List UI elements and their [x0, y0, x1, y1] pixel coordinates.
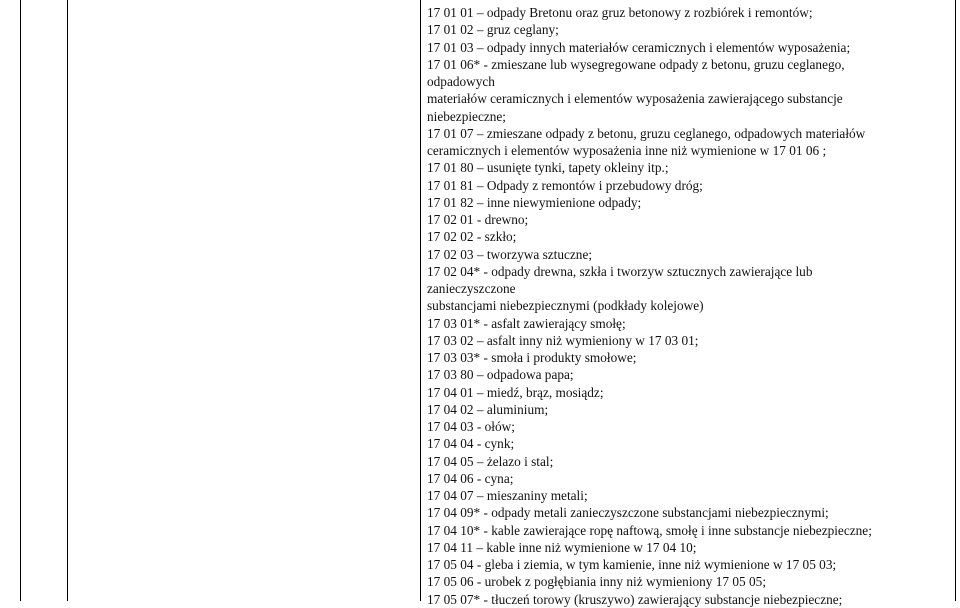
- waste-code-line: 17 01 81 – Odpady z remontów i przebudowy dróg;: [427, 177, 703, 193]
- waste-code-line: niebezpieczne;: [427, 108, 506, 124]
- waste-code-line: 17 02 04* - odpady drewna, szkła i tworzyw sztucznych zawierające lub: [427, 263, 813, 279]
- waste-code-line: 17 03 02 – asfalt inny niż wymieniony w 17 03 01;: [427, 332, 699, 348]
- waste-code-line: 17 03 03* - smoła i produkty smołowe;: [427, 350, 637, 365]
- waste-code-line: 17 01 03 – odpady innych materiałów ceramicznych i elementów wyposażenia;: [427, 39, 851, 55]
- waste-code-line: 17 04 07 – mieszaniny metali;: [427, 488, 588, 503]
- waste-code-line: 17 05 07* - tłuczeń torowy (kruszywo) zawierający substancje niebezpieczne;: [427, 591, 843, 607]
- waste-code-line: 17 02 02 - szkło;: [427, 229, 517, 245]
- waste-code-line: 17 02 03 – tworzywa sztuczne;: [427, 246, 593, 262]
- waste-code-line: 17 04 05 – żelazo i stal;: [427, 453, 554, 469]
- waste-code-line: zanieczyszczone: [427, 281, 516, 296]
- waste-code-line: substancjami niebezpiecznymi (podkłady kolejowe): [427, 298, 704, 314]
- waste-code-line: 17 04 09* - odpady metali zanieczyszczone substancjami niebezpiecznymi;: [427, 505, 829, 521]
- waste-code-line: 17 03 80 – odpadowa papa;: [427, 367, 574, 383]
- waste-code-line: 17 01 82 – inne niewymienione odpady;: [427, 194, 642, 210]
- waste-code-line: 17 04 06 - cyna;: [427, 470, 514, 486]
- waste-code-line: 17 01 07 – zmieszane odpady z betonu, gruzu ceglanego, odpadowych materiałów: [427, 125, 866, 141]
- waste-code-line: 17 05 04 - gleba i ziemia, w tym kamienie, inne niż wymienione w 17 05 03;: [427, 557, 837, 572]
- waste-code-line: 17 04 11 – kable inne niż wymienione w 17 04 10;: [427, 539, 697, 555]
- waste-code-line: odpadowych: [427, 74, 495, 89]
- waste-code-line: 17 04 10* - kable zawierające ropę naftową, smołę i inne substancje niebezpieczne;: [427, 522, 872, 538]
- column-divider: [67, 0, 68, 601]
- waste-code-line: 17 01 01 – odpady Bretonu oraz gruz betonowy z rozbiórek i remontów;: [427, 5, 813, 20]
- waste-code-line: 17 01 80 – usunięte tynki, tapety okleiny itp.;: [427, 160, 669, 176]
- column-divider: [420, 0, 421, 601]
- waste-code-line: 17 03 01* - asfalt zawierający smołę;: [427, 315, 626, 331]
- waste-code-line: 17 04 02 – aluminium;: [427, 401, 549, 417]
- waste-code-line: 17 04 04 - cynk;: [427, 436, 515, 452]
- waste-code-line: 17 01 02 – gruz ceglany;: [427, 22, 559, 38]
- waste-code-line: 17 04 03 - ołów;: [427, 419, 515, 434]
- waste-code-line: 17 05 06 - urobek z pogłębiania inny niż wymieniony 17 05 05;: [427, 574, 767, 590]
- waste-code-line: 17 04 01 – miedź, brąz, mosiądz;: [427, 384, 604, 400]
- waste-codes-cell: [427, 4, 932, 608]
- waste-code-line: materiałów ceramicznych i elementów wyposażenia zawierającego substancje: [427, 91, 843, 107]
- waste-code-line: ceramicznych i elementów wyposażenia inne niż wymienione w 17 01 06 ;: [427, 143, 827, 158]
- waste-code-line: 17 02 01 - drewno;: [427, 212, 529, 227]
- waste-code-line: 17 01 06* - zmieszane lub wysegregowane odpady z betonu, gruzu ceglanego,: [427, 56, 845, 72]
